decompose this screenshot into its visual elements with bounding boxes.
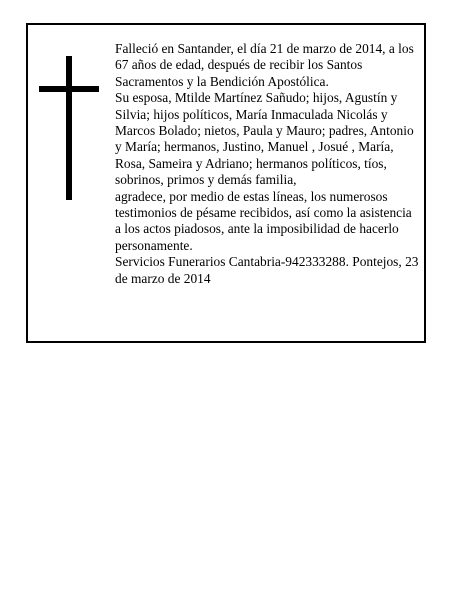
cross-horizontal-bar [39,86,99,92]
cross-icon [39,56,99,200]
death-announcement: Falleció en Santander, el día 21 de marzo de 2014, a los 67 años de edad, después de recibir los Santos Sacramentos y la Bendición Apostólica. [115,41,414,89]
funeral-services: Servicios Funerarios Cantabria-942333288. Pontejos, 23 de marzo de 2014 [115,254,419,286]
obituary-notice [26,23,426,343]
acknowledgement: agradece, por medio de estas líneas, los numerosos testimonios de pésame recibidos, así como la asistencia a los actos piadosos, ante la imposibilidad de hacerlo personamente. [115,188,412,253]
family-members: Su esposa, Mtilde Martínez Sañudo; hijos, Agustín y Silvia; hijos políticos, María Inmaculada Nicolás y Marcos Bolado; nietos, Paula y Mauro; padres, Antonio y María; hermanos, Justino, Manuel , Josué , María, Rosa, Sameira y Adriano; hermanos políticos, tíos, sobrinos, primos y demás familia, [115,90,414,188]
obituary-text [115,41,421,287]
cross-vertical-bar [66,56,72,200]
